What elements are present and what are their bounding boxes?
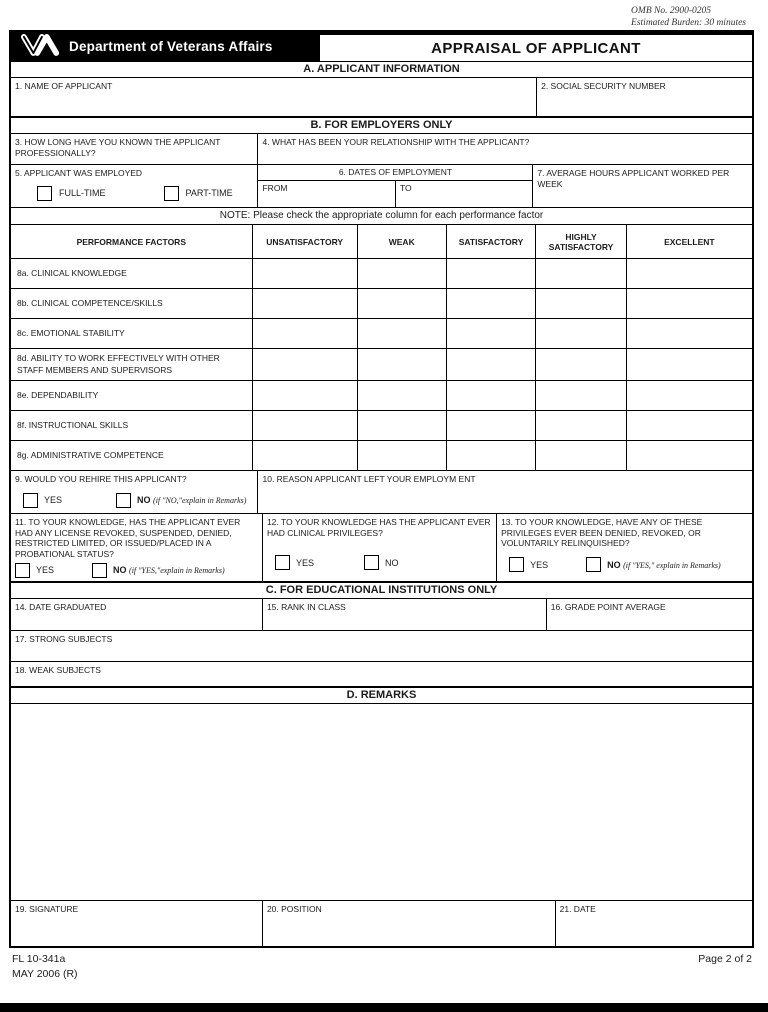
rehire-no-checkbox[interactable] (116, 493, 131, 508)
gpa-field[interactable] (547, 599, 752, 630)
rating-cell-unsatisfactory[interactable] (253, 349, 358, 380)
how-long-known-field[interactable] (11, 134, 258, 164)
rating-cell-satisfactory[interactable] (447, 259, 537, 288)
page-indicator: Page 2 of 2 (698, 953, 752, 965)
performance-factor-label: 8e. DEPENDABILITY (11, 381, 253, 410)
denied-no-text: NO (607, 559, 621, 570)
va-logo-icon (21, 33, 61, 61)
rating-cell-weak[interactable] (358, 441, 447, 470)
rating-cell-unsatisfactory[interactable] (253, 411, 358, 440)
relationship-label: 4. WHAT HAS BEEN YOUR RELATIONSHIP WITH THE APPLICANT? (262, 137, 530, 147)
rating-cell-excellent[interactable] (627, 411, 752, 440)
denied-no-note: (if "YES," explain in Remarks) (623, 560, 721, 570)
remarks-area[interactable] (11, 704, 752, 901)
name-of-applicant-field[interactable] (11, 78, 537, 116)
rating-cell-satisfactory[interactable] (447, 381, 537, 410)
rating-cell-unsatisfactory[interactable] (253, 319, 358, 348)
average-hours-field[interactable] (533, 165, 752, 207)
employment-to-label: TO (399, 182, 412, 193)
employment-from-field[interactable] (258, 181, 395, 207)
denied-no-label (607, 560, 721, 572)
rating-cell-satisfactory[interactable] (447, 319, 537, 348)
rating-cell-highly-satisfactory[interactable] (536, 441, 626, 470)
form-footer (12, 952, 752, 982)
weak-subjects-label: 18. WEAK SUBJECTS (15, 664, 101, 675)
rehire-yes-label: YES (44, 495, 63, 506)
rating-cell-weak[interactable] (358, 349, 447, 380)
employment-type-label: 5. APPLICANT WAS EMPLOYED (15, 168, 143, 178)
form-revision: MAY 2006 (R) (12, 968, 78, 981)
section-b-header: B. FOR EMPLOYERS ONLY (11, 117, 752, 134)
license-no-text: NO (113, 565, 127, 576)
license-no-checkbox[interactable] (92, 563, 107, 578)
part-time-checkbox[interactable] (164, 186, 179, 201)
table-row (11, 319, 752, 349)
performance-note: NOTE: Please check the appropriate column for each performance factor (11, 208, 752, 225)
date-label: 21. DATE (559, 903, 596, 914)
privileges-denied-group (497, 514, 752, 581)
performance-factor-label: 8c. EMOTIONAL STABILITY (11, 319, 253, 348)
dates-of-employment-label: 6. DATES OF EMPLOYMENT (258, 165, 532, 181)
license-yes-checkbox[interactable] (15, 563, 30, 578)
performance-factor-label: 8g. ADMINISTRATIVE COMPETENCE (11, 441, 253, 470)
strong-subjects-field[interactable] (11, 631, 752, 661)
full-time-checkbox[interactable] (37, 186, 52, 201)
date-graduated-field[interactable] (11, 599, 263, 630)
rating-cell-excellent[interactable] (627, 259, 752, 288)
privileges-no-checkbox[interactable] (364, 555, 379, 570)
col-highly-satisfactory: HIGHLY SATISFACTORY (536, 225, 626, 258)
performance-factor-label: 8d. ABILITY TO WORK EFFECTIVELY WITH OTHER STAFF MEMBERS AND SUPERVISORS (11, 349, 253, 380)
rehire-no-note: (if "NO,"explain in Remarks) (153, 496, 247, 506)
form-title-box (320, 35, 752, 61)
date-graduated-label: 14. DATE GRADUATED (15, 601, 107, 612)
rating-cell-highly-satisfactory[interactable] (536, 411, 626, 440)
clinical-privileges-group (263, 514, 497, 581)
privileges-yes-checkbox[interactable] (275, 555, 290, 570)
rating-cell-satisfactory[interactable] (447, 441, 537, 470)
dates-of-employment-group (258, 165, 533, 207)
rating-cell-satisfactory[interactable] (447, 349, 537, 380)
table-row (11, 259, 752, 289)
license-revoked-label: 11. TO YOUR KNOWLEDGE, HAS THE APPLICANT EVER HAD ANY LICENSE REVOKED, SUSPENDED, DENIED, RESTRICTED LIMITED, OR ISSUED/PLACED IN A PROBATIONAL STATUS? (15, 517, 241, 559)
rating-cell-excellent[interactable] (627, 349, 752, 380)
rating-cell-highly-satisfactory[interactable] (536, 289, 626, 318)
rating-cell-excellent[interactable] (627, 441, 752, 470)
privileges-yes-label: YES (295, 558, 314, 568)
performance-factor-label: 8f. INSTRUCTIONAL SKILLS (11, 411, 253, 440)
col-weak: WEAK (358, 225, 447, 258)
position-field[interactable] (263, 901, 556, 946)
omb-burden: Estimated Burden: 30 minutes (631, 18, 746, 29)
rating-cell-weak[interactable] (358, 259, 447, 288)
rating-cell-weak[interactable] (358, 411, 447, 440)
reason-left-label: 10. REASON APPLICANT LEFT YOUR EMPLOYM ENT (262, 474, 476, 484)
table-row (11, 441, 752, 471)
reason-left-field[interactable] (258, 471, 752, 513)
col-excellent: EXCELLENT (664, 236, 715, 247)
rating-cell-unsatisfactory[interactable] (253, 381, 358, 410)
form-title: APPRAISAL OF APPLICANT (431, 39, 641, 57)
col-performance-factors: PERFORMANCE FACTORS (11, 225, 253, 258)
license-no-label (113, 565, 225, 577)
rehire-question-label: 9. WOULD YOU REHIRE THIS APPLICANT? (15, 474, 187, 484)
table-row (11, 411, 752, 441)
performance-table-header (11, 225, 752, 259)
how-long-known-label: 3. HOW LONG HAVE YOU KNOWN THE APPLICANT PROFESSIONALLY? (15, 137, 221, 158)
rating-cell-highly-satisfactory[interactable] (536, 381, 626, 410)
signature-field[interactable] (11, 901, 263, 946)
rating-cell-excellent[interactable] (627, 289, 752, 318)
rating-cell-excellent[interactable] (627, 319, 752, 348)
denied-yes-checkbox[interactable] (509, 557, 524, 572)
agency-name: Department of Veterans Affairs (69, 39, 273, 54)
rating-cell-satisfactory[interactable] (447, 411, 537, 440)
rating-cell-highly-satisfactory[interactable] (536, 259, 626, 288)
rating-cell-excellent[interactable] (627, 381, 752, 410)
ssn-label: 2. SOCIAL SECURITY NUMBER (541, 81, 666, 91)
employment-to-field[interactable] (396, 181, 532, 207)
table-row (11, 349, 752, 381)
col-unsatisfactory: UNSATISFACTORY (253, 225, 358, 258)
rating-cell-weak[interactable] (358, 381, 447, 410)
average-hours-label: 7. AVERAGE HOURS APPLICANT WORKED PER WEEK (537, 168, 730, 189)
rating-cell-unsatisfactory[interactable] (253, 259, 358, 288)
section-c-header: C. FOR EDUCATIONAL INSTITUTIONS ONLY (11, 582, 752, 599)
license-revoked-group (11, 514, 263, 581)
form-number: FL 10-341a (12, 953, 66, 965)
license-yes-label: YES (36, 565, 55, 576)
rehire-yes-checkbox[interactable] (23, 493, 38, 508)
rating-cell-unsatisfactory[interactable] (253, 441, 358, 470)
table-row (11, 381, 752, 411)
rating-cell-highly-satisfactory[interactable] (536, 319, 626, 348)
date-field[interactable] (556, 901, 752, 946)
rating-cell-unsatisfactory[interactable] (253, 289, 358, 318)
va-brand (11, 32, 320, 61)
rating-cell-weak[interactable] (358, 319, 447, 348)
rating-cell-weak[interactable] (358, 289, 447, 318)
form-header (11, 32, 752, 61)
rehire-question-group (11, 471, 258, 513)
table-row (11, 289, 752, 319)
part-time-label: PART-TIME (185, 188, 233, 199)
denied-yes-label: YES (530, 559, 549, 570)
scan-edge-bar (0, 1003, 768, 1012)
section-a-header: A. APPLICANT INFORMATION (11, 61, 752, 78)
appraisal-form (9, 30, 754, 948)
rating-cell-highly-satisfactory[interactable] (536, 349, 626, 380)
rating-cell-satisfactory[interactable] (447, 289, 537, 318)
license-no-note: (if "YES,"explain in Remarks) (129, 566, 225, 576)
ssn-field[interactable] (537, 78, 752, 116)
performance-factor-label: 8a. CLINICAL KNOWLEDGE (11, 259, 253, 288)
section-d-header: D. REMARKS (11, 687, 752, 704)
privileges-denied-label: 13. TO YOUR KNOWLEDGE, HAVE ANY OF THESE PRIVILEGES EVER BEEN DENIED, REVOKED, OR VOLUNTARILY RELINQUISHED? (501, 517, 703, 549)
strong-subjects-label: 17. STRONG SUBJECTS (15, 633, 113, 644)
gpa-label: 16. GRADE POINT AVERAGE (550, 601, 666, 612)
privileges-no-label: NO (384, 558, 399, 568)
position-label: 20. POSITION (266, 903, 322, 914)
clinical-privileges-label: 12. TO YOUR KNOWLEDGE HAS THE APPLICANT EVER HAD CLINICAL PRIVILEGES? (266, 517, 491, 538)
rehire-no-text: NO (137, 495, 151, 506)
full-time-label: FULL-TIME (59, 188, 106, 199)
form-id-block (12, 952, 78, 982)
omb-note (631, 5, 746, 30)
rehire-no-label (137, 495, 246, 507)
rank-in-class-field[interactable] (263, 599, 547, 630)
name-of-applicant-label: 1. NAME OF APPLICANT (15, 81, 113, 91)
employment-from-label: FROM (262, 182, 288, 193)
relationship-field[interactable] (258, 134, 752, 164)
performance-factor-label: 8b. CLINICAL COMPETENCE/SKILLS (11, 289, 253, 318)
signature-label: 19. SIGNATURE (15, 903, 79, 914)
weak-subjects-field[interactable] (11, 662, 752, 686)
omb-number: OMB No. 2900-0205 (631, 6, 711, 16)
col-satisfactory: SATISFACTORY (447, 225, 537, 258)
employment-type-field (11, 165, 258, 207)
rank-in-class-label: 15. RANK IN CLASS (266, 601, 346, 612)
denied-no-checkbox[interactable] (586, 557, 601, 572)
